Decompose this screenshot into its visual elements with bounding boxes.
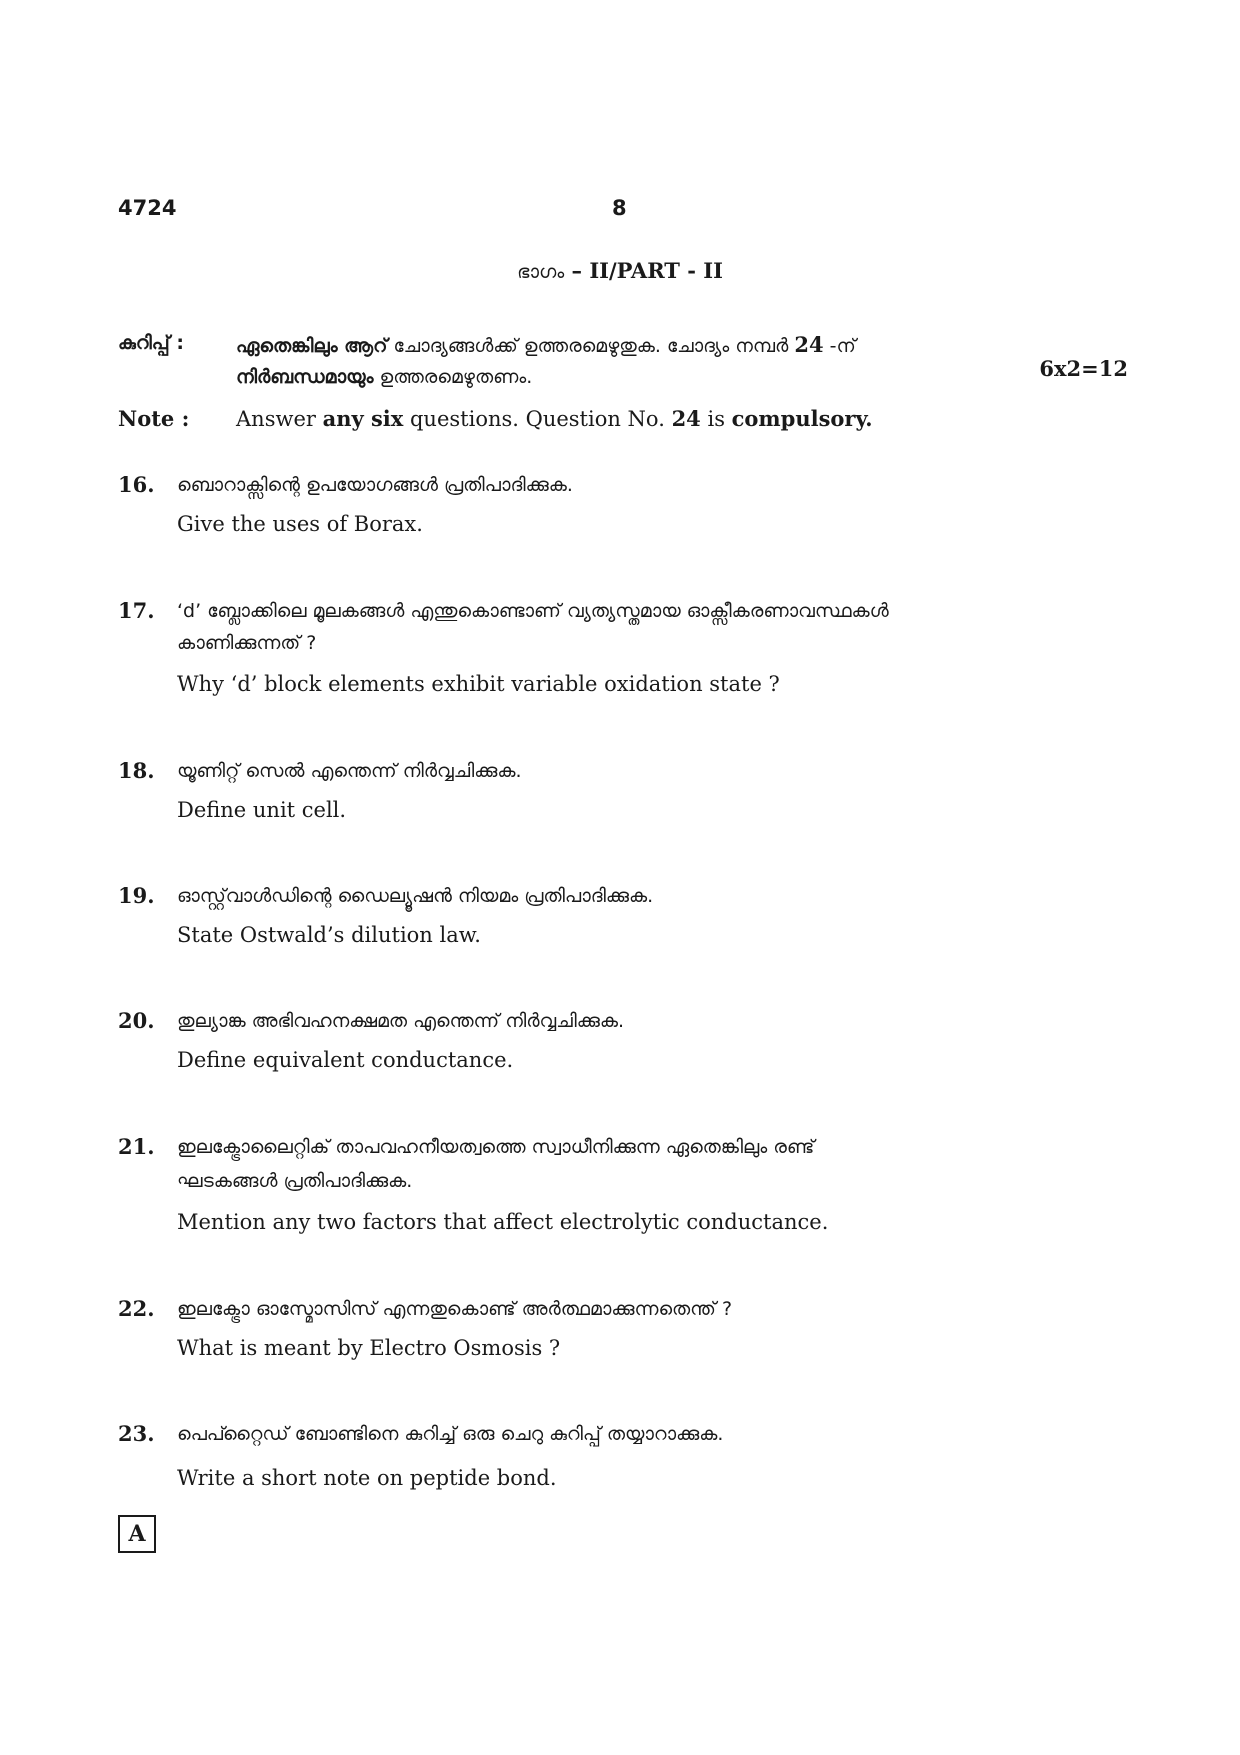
question-text-en: What is meant by Electro Osmosis ?	[177, 1336, 561, 1360]
part-heading-en: – II/PART - II	[564, 258, 723, 283]
marks-allocation: 6x2=12	[1039, 356, 1128, 381]
note-any-six: any six	[322, 406, 404, 431]
version-box: A	[118, 1515, 156, 1553]
question-text-en: Why ‘d’ block elements exhibit variable oxidation state ?	[177, 672, 780, 696]
question-number: 21.	[118, 1134, 155, 1159]
question-number: 18.	[118, 758, 155, 783]
note-part-3: questions. Question No.	[403, 407, 672, 431]
instruction-line-1-text: ചോദ്യങ്ങൾക്ക് ഉത്തരമെഴുതുക. ചോദ്യം നമ്പർ	[387, 335, 795, 357]
question-text-en: Define equivalent conductance.	[177, 1048, 514, 1072]
part-heading	[0, 258, 1240, 283]
question-text-en: State Ostwald’s dilution law.	[177, 923, 481, 947]
question-number: 20.	[118, 1008, 155, 1033]
question-number: 17.	[118, 598, 155, 623]
question-number: 23.	[118, 1421, 155, 1446]
part-heading-ml: ഭാഗം	[517, 261, 565, 283]
page-number: 8	[612, 196, 627, 220]
paper-code: 4724	[118, 196, 177, 220]
note-text	[236, 406, 873, 431]
question-text-en: Define unit cell.	[177, 798, 347, 822]
question-text-ml: ഇലക്ട്രോ ഓസ്മോസിസ് എന്നതുകൊണ്ട് അർത്ഥമാക്കുന്നതെന്ത് ?	[177, 1298, 733, 1320]
instruction-question-number: 24	[794, 332, 824, 357]
instruction-line-1-end: -ന്	[823, 335, 856, 357]
instruction-any-six-ml: ഏതെങ്കിലും ആറ്	[236, 335, 388, 357]
note-part-1: Answer	[236, 407, 323, 431]
question-text-ml: യൂണിറ്റ് സെൽ എന്തെന്ന് നിർവ്വചിക്കുക.	[177, 760, 522, 782]
note-question-number: 24	[671, 406, 701, 431]
question-text-ml: പെപ്റ്റൈഡ് ബോണ്ടിനെ കുറിച്ച് ഒരു ചെറു കുറിപ്പ് തയ്യാറാക്കുക.	[177, 1423, 724, 1445]
instruction-line-1	[236, 332, 856, 357]
question-text-ml: ‘d’ ബ്ലോക്കിലെ മൂലകങ്ങൾ എന്തുകൊണ്ടാണ് വ്യത്യസ്തമായ ഓക്സീകരണാവസ്ഥകൾ	[177, 600, 889, 622]
question-text-en: Give the uses of Borax.	[177, 512, 423, 536]
question-text-ml-continued: ഘടകങ്ങൾ പ്രതിപാദിക്കുക.	[177, 1170, 413, 1192]
question-number: 19.	[118, 883, 155, 908]
question-number: 16.	[118, 472, 155, 497]
instruction-line-2-text: ഉത്തരമെഴുതണം.	[373, 366, 533, 388]
question-text-en: Mention any two factors that affect electrolytic conductance.	[177, 1210, 829, 1234]
question-text-ml: ബൊറാക്സിന്റെ ഉപയോഗങ്ങൾ പ്രതിപാദിക്കുക.	[177, 474, 573, 496]
note-label: Note :	[118, 406, 190, 431]
question-text-en: Write a short note on peptide bond.	[177, 1466, 557, 1490]
question-text-ml-continued: കാണിക്കുന്നത് ?	[177, 632, 317, 654]
instruction-line-2	[236, 366, 532, 388]
question-text-ml: ഇലക്ട്രോലൈറ്റിക് താപവഹനീയത്വത്തെ സ്വാധീനിക്കുന്ന ഏതെങ്കിലും രണ്ട്	[177, 1136, 815, 1158]
question-number: 22.	[118, 1296, 155, 1321]
question-text-ml: ഓസ്റ്റ്‌വാൾഡിന്റെ ഡൈല്യൂഷൻ നിയമം പ്രതിപാദിക്കുക.	[177, 885, 654, 907]
instruction-label-ml: കുറിപ്പ് :	[118, 332, 184, 354]
note-compulsory: compulsory.	[731, 406, 873, 431]
note-part-5: is	[700, 407, 732, 431]
instruction-compulsory-ml: നിർബന്ധമായും	[236, 366, 374, 388]
question-text-ml: തുല്യാങ്ക അഭിവഹനക്ഷമത എന്തെന്ന് നിർവ്വചിക്കുക.	[177, 1010, 625, 1032]
